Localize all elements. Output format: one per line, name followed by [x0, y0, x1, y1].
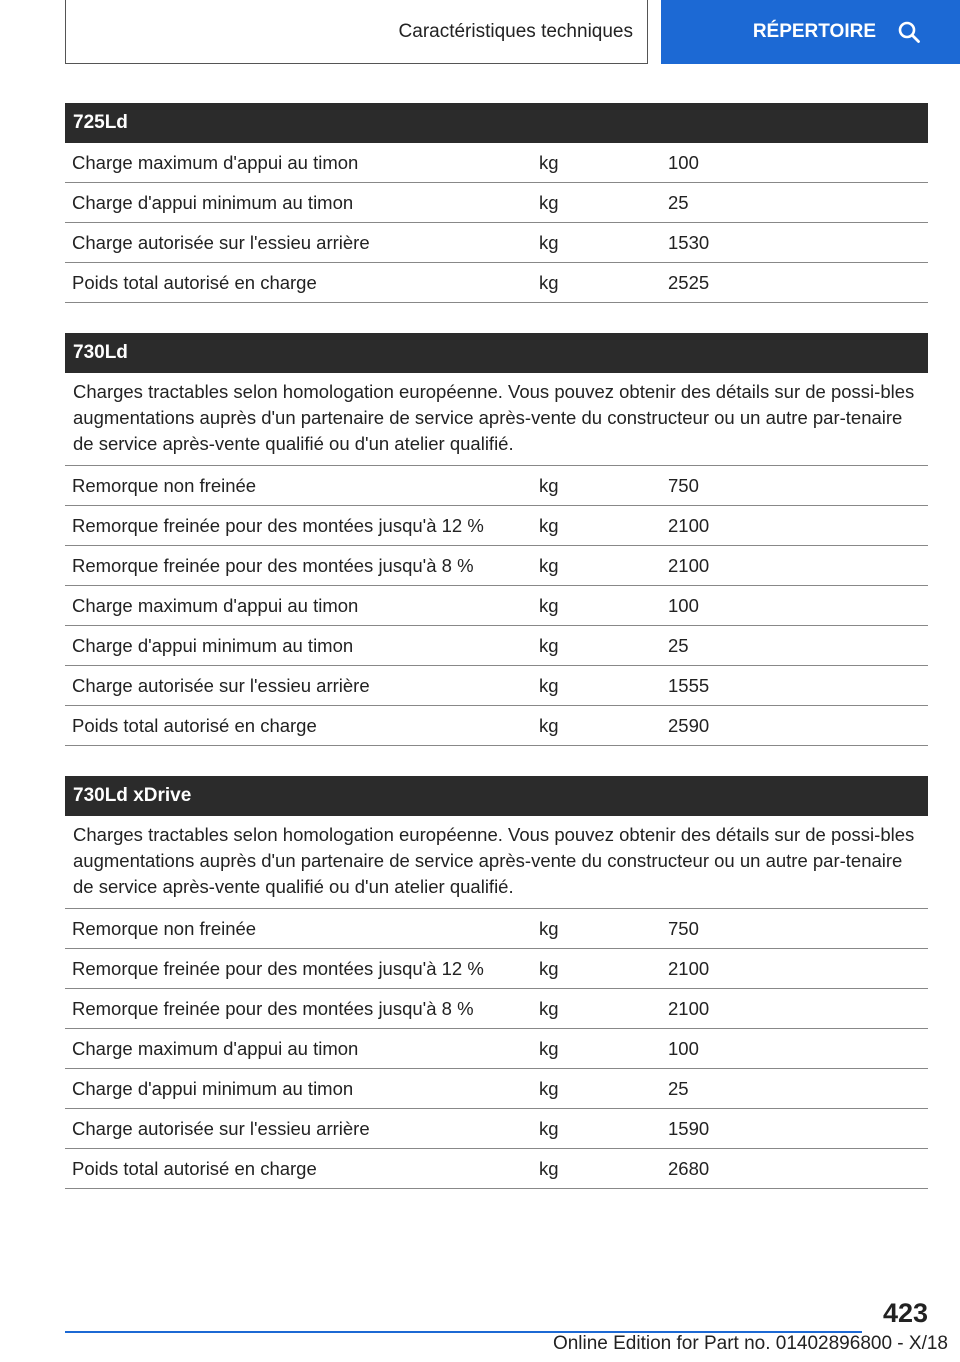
row-unit: kg [539, 1037, 559, 1059]
row-value: 2525 [668, 271, 710, 293]
row-value: 750 [668, 474, 699, 496]
row-unit: kg [539, 634, 559, 656]
table-row [65, 949, 928, 989]
row-value: 100 [668, 151, 699, 173]
block-description: Charges tractables selon homologation européenne. Vous pouvez obtenir des détails sur de possi-bles augmentations auprès d'un partenaire de service après-vente du constructeur ou un autre par-tenaire de service après-vente qualifié ou d'un atelier qualifié. [65, 816, 928, 909]
section-title: Caractéristiques techniques [398, 20, 633, 42]
row-label: Remorque freinée pour des montées jusqu'à 8 % [72, 997, 474, 1019]
spec-block [65, 333, 928, 746]
row-label: Charge autorisée sur l'essieu arrière [72, 1117, 370, 1139]
table-row [65, 1069, 928, 1109]
row-value: 100 [668, 1037, 699, 1059]
row-value: 1530 [668, 231, 710, 253]
row-label: Charge maximum d'appui au timon [72, 594, 359, 616]
row-value: 2680 [668, 1157, 710, 1179]
table-row [65, 546, 928, 586]
table-row [65, 909, 928, 949]
row-label: Charge d'appui minimum au timon [72, 191, 354, 213]
row-unit: kg [539, 231, 559, 253]
section-tab[interactable] [65, 0, 648, 64]
row-unit: kg [539, 474, 559, 496]
row-label: Charge maximum d'appui au timon [72, 1037, 359, 1059]
table-row [65, 626, 928, 666]
table-row [65, 223, 928, 263]
row-unit: kg [539, 997, 559, 1019]
row-value: 25 [668, 1077, 689, 1099]
row-unit: kg [539, 191, 559, 213]
row-label: Poids total autorisé en charge [72, 714, 317, 736]
row-unit: kg [539, 917, 559, 939]
row-unit: kg [539, 1117, 559, 1139]
row-label: Remorque freinée pour des montées jusqu'à 12 % [72, 957, 484, 979]
row-value: 1590 [668, 1117, 710, 1139]
row-value: 750 [668, 917, 699, 939]
table-row [65, 586, 928, 626]
row-unit: kg [539, 1077, 559, 1099]
row-value: 100 [668, 594, 699, 616]
row-label: Poids total autorisé en charge [72, 1157, 317, 1179]
row-label: Remorque freinée pour des montées jusqu'à 12 % [72, 514, 484, 536]
row-unit: kg [539, 1157, 559, 1179]
row-value: 2100 [668, 514, 710, 536]
table-row [65, 706, 928, 746]
row-value: 25 [668, 191, 689, 213]
table-row [65, 466, 928, 506]
row-unit: kg [539, 714, 559, 736]
block-title: 730Ld xDrive [65, 776, 928, 816]
table-row [65, 183, 928, 223]
block-title: 730Ld [65, 333, 928, 373]
row-label: Charge autorisée sur l'essieu arrière [72, 231, 370, 253]
row-value: 2100 [668, 957, 710, 979]
footer-edition: Online Edition for Part no. 01402896800 - X/18 [552, 1333, 948, 1354]
row-label: Poids total autorisé en charge [72, 271, 317, 293]
page-number: 423 [882, 1298, 928, 1328]
row-unit: kg [539, 514, 559, 536]
row-unit: kg [539, 674, 559, 696]
spec-tables [65, 103, 928, 1219]
spec-block [65, 776, 928, 1189]
table-row [65, 1029, 928, 1069]
row-value: 2100 [668, 997, 710, 1019]
table-row [65, 263, 928, 303]
table-row [65, 1109, 928, 1149]
row-label: Remorque non freinée [72, 474, 257, 496]
table-row [65, 1149, 928, 1189]
row-unit: kg [539, 594, 559, 616]
index-button-label: RÉPERTOIRE [752, 21, 876, 42]
row-unit: kg [539, 957, 559, 979]
table-row [65, 143, 928, 183]
row-label: Charge d'appui minimum au timon [72, 1077, 354, 1099]
row-label: Remorque freinée pour des montées jusqu'à 8 % [72, 554, 474, 576]
row-value: 1555 [668, 674, 710, 696]
top-navigation-bar [0, 0, 960, 66]
block-title: 725Ld [65, 103, 928, 143]
row-label: Remorque non freinée [72, 917, 257, 939]
row-unit: kg [539, 554, 559, 576]
index-button[interactable] [661, 0, 960, 64]
row-unit: kg [539, 151, 559, 173]
row-unit: kg [539, 271, 559, 293]
block-description: Charges tractables selon homologation européenne. Vous pouvez obtenir des détails sur de possi-bles augmentations auprès d'un partenaire de service après-vente du constructeur ou un autre par-tenaire de service après-vente qualifié ou d'un atelier qualifié. [65, 373, 928, 466]
search-icon [898, 21, 920, 43]
table-row [65, 989, 928, 1029]
table-row [65, 666, 928, 706]
row-value: 2590 [668, 714, 710, 736]
row-label: Charge maximum d'appui au timon [72, 151, 359, 173]
row-label: Charge d'appui minimum au timon [72, 634, 354, 656]
spec-block [65, 103, 928, 303]
row-value: 25 [668, 634, 689, 656]
row-value: 2100 [668, 554, 710, 576]
row-label: Charge autorisée sur l'essieu arrière [72, 674, 370, 696]
table-row [65, 506, 928, 546]
